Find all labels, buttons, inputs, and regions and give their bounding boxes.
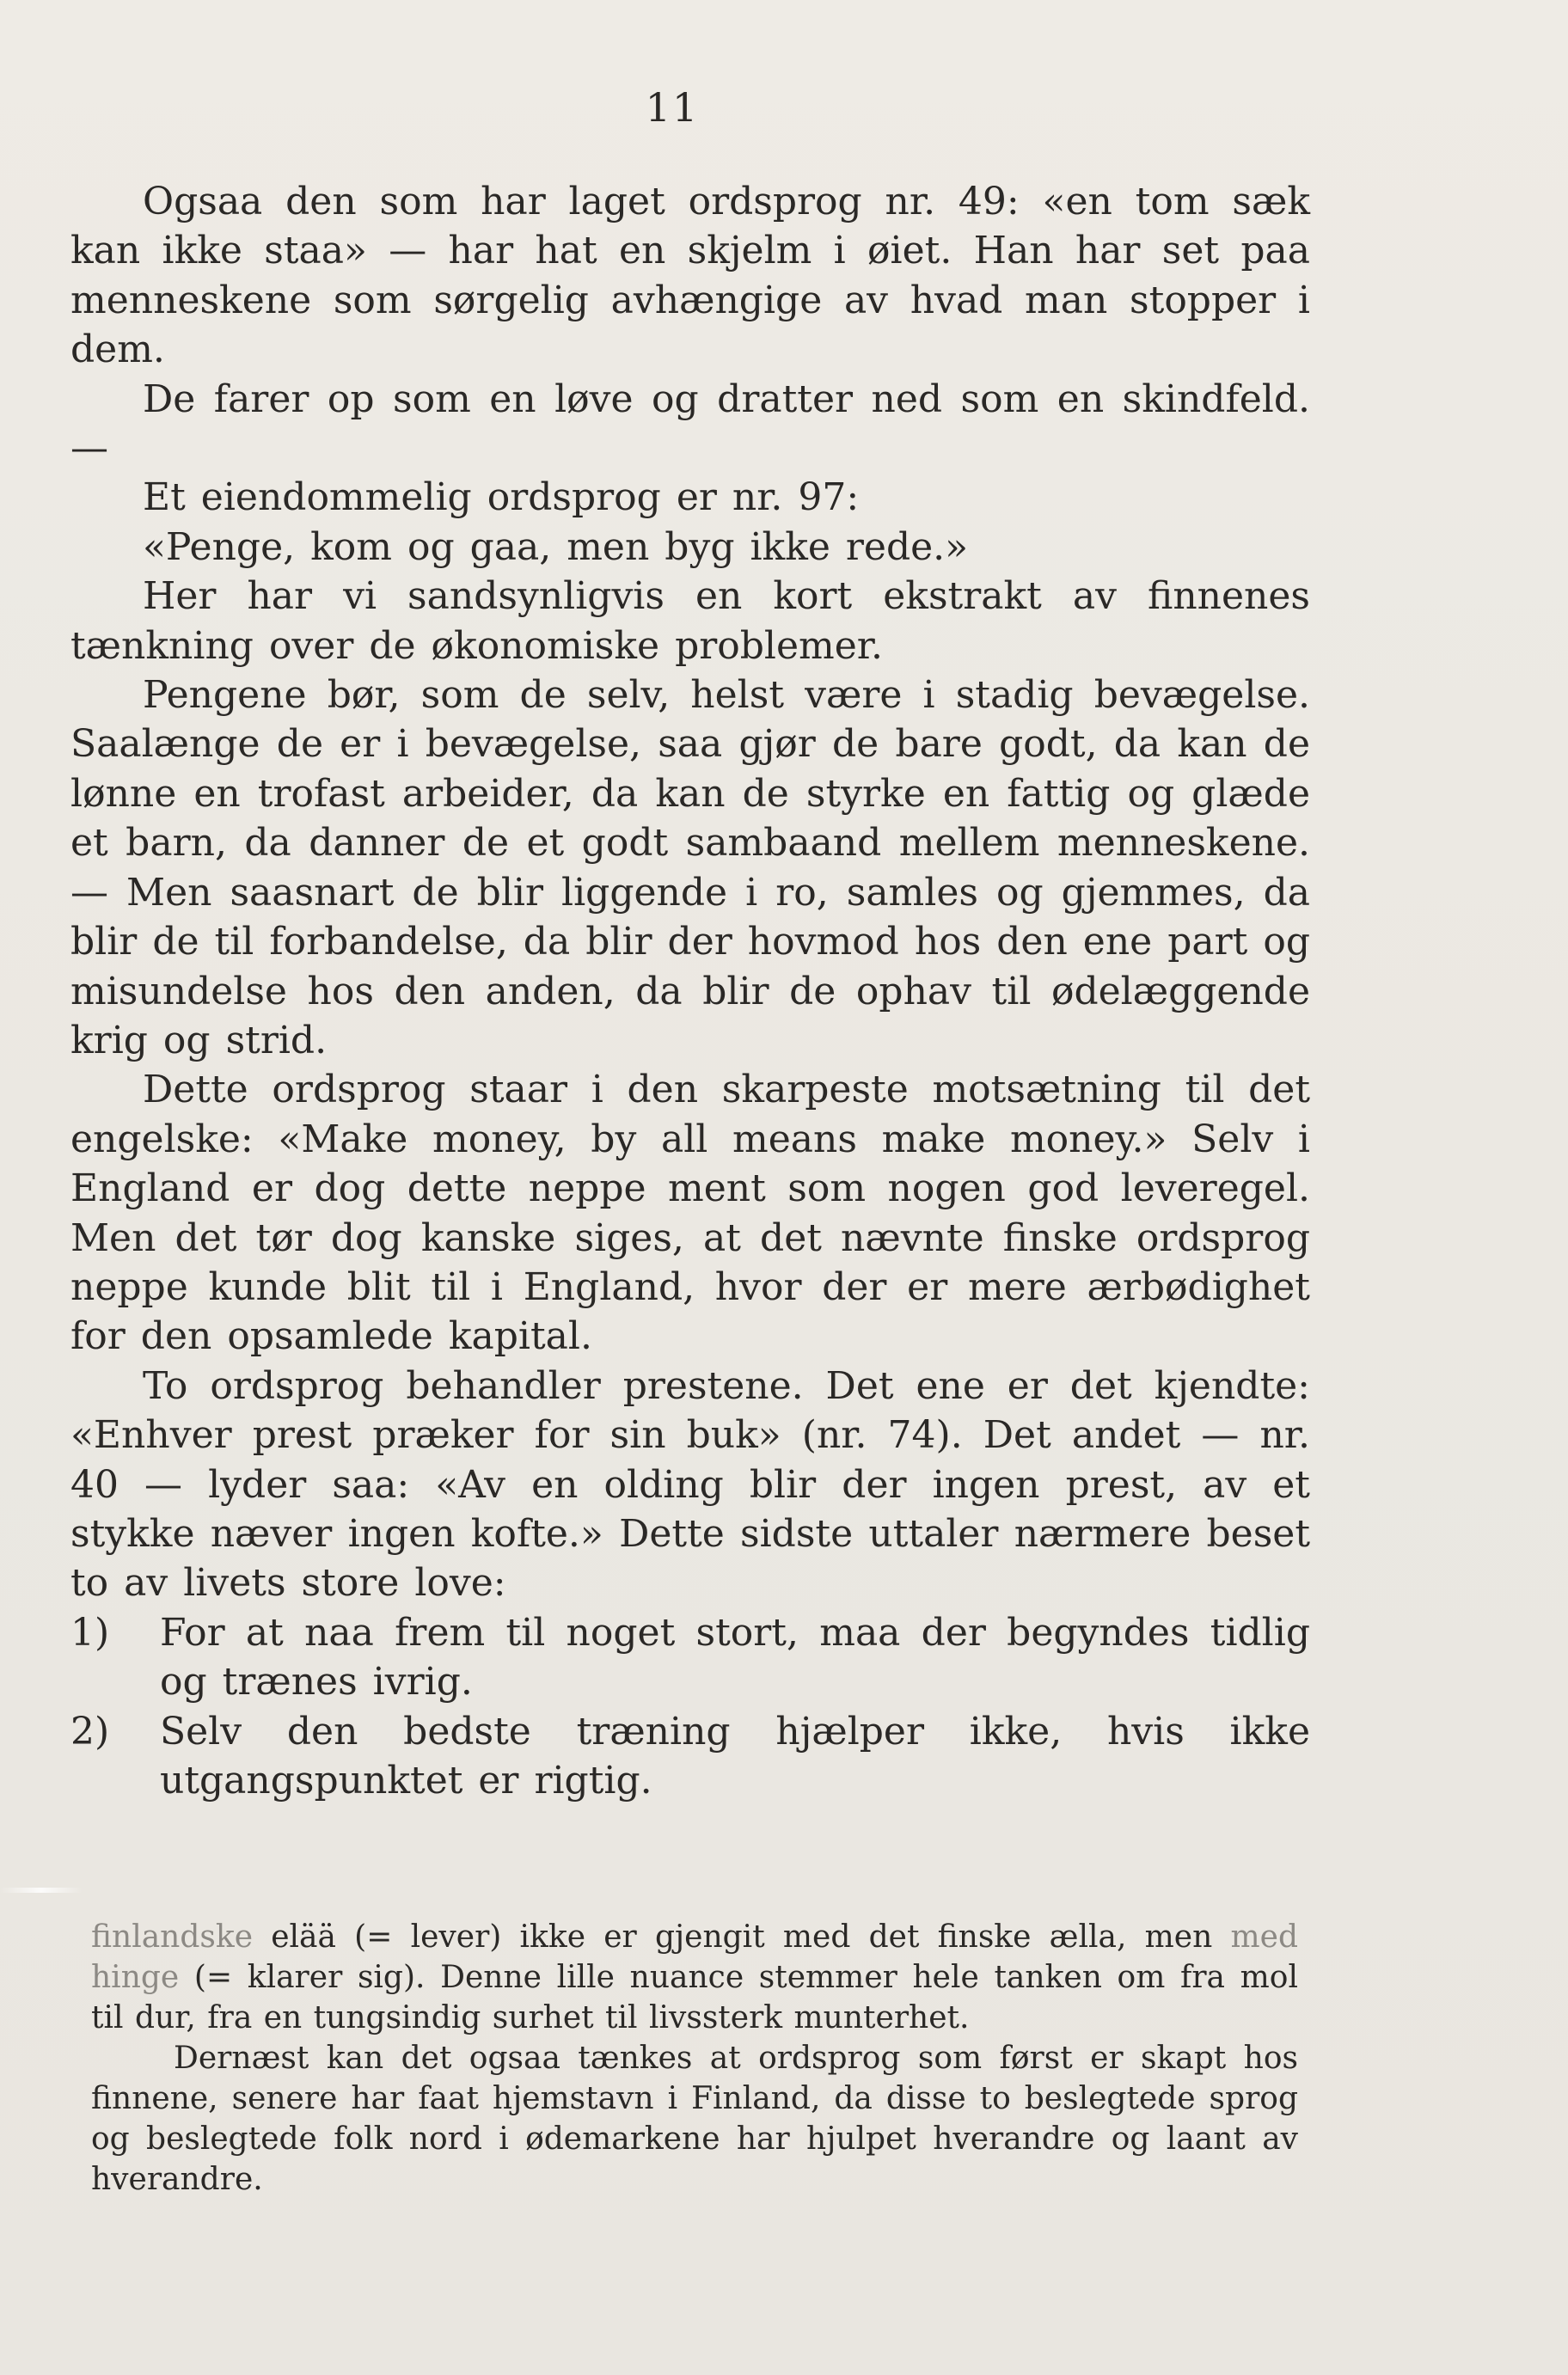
footnote-text: elää (= lever) ikke er gjengit med det finske ælla, men bbox=[253, 1919, 1213, 1955]
list-item-number: 2) bbox=[70, 1709, 110, 1754]
footnote-continuation bbox=[91, 1917, 1298, 2038]
margin-mark bbox=[0, 1888, 83, 1893]
footnote bbox=[91, 1917, 1298, 2200]
paragraph: To ordsprog behandler prestene. Det ene er det kjendte: «Enhver prest præker for sin buk» (nr. 74). Det andet — nr. 40 — lyder saa: «Av en olding blir der ingen prest, av et stykke næver ingen kofte.» Dette sidste uttaler nærmere beset to av livets store love: bbox=[70, 1363, 1310, 1606]
page-number: 11 bbox=[645, 84, 700, 131]
paragraph: Her har vi sandsynligvis en kort ekstrakt av finnenes tænkning over de økonomiske problemer. bbox=[70, 574, 1310, 668]
main-text bbox=[70, 177, 1310, 1805]
paragraph: Et eiendommelig ordsprog er nr. 97: bbox=[143, 475, 860, 520]
list-item-number: 1) bbox=[70, 1610, 110, 1655]
paragraph: Ogsaa den som har laget ordsprog nr. 49: «en tom sæk kan ikke staa» — har hat en skjelm i øiet. Han har set paa menneskene som sørgelig avhængige av hvad man stopper i dem. bbox=[70, 180, 1310, 372]
paragraph: Dette ordsprog staar i den skarpeste motsætning til det engelske: «Make money, by all means make money.» Selv i England er dog dette neppe ment som nogen god leveregel. Men det tør dog kanske siges, at det nævnte finske ordsprog neppe kunde blit til i England, hvor der er mere ærbødighet for den opsamlede kapital. bbox=[70, 1068, 1310, 1359]
footnote-paragraph: Dernæst kan det ogsaa tænkes at ordsprog som først er skapt hos finnene, senere har faat hjemstavn i Finland, da disse to beslegtede sprog og beslegtede folk nord i ødemarkene har hjulpet hverandre og laant av hverandre. bbox=[91, 2041, 1298, 2197]
paragraph: Pengene bør, som de selv, helst være i stadig bevægelse. Saalænge de er i bevægelse, saa gjør de bare godt, da kan de lønne en trofast arbeider, da kan de styrke en fattig og glæde et barn, da danner de et godt sambaand mellem menneskene. — Men saasnart de blir liggende i ro, samles og gjemmes, da blir de til forbandelse, da blir der hovmod hos den ene part og misundelse hos den anden, da blir de ophav til ødelæggende krig og strid. bbox=[70, 673, 1310, 1062]
quoted-proverb: «Penge, kom og gaa, men byg ikke rede.» bbox=[143, 524, 969, 569]
list-item-text: Selv den bedste træning hjælper ikke, hvis ikke utgangspunktet er rigtig. bbox=[160, 1709, 1310, 1803]
faded-text: med hinge bbox=[91, 1919, 1298, 1995]
faded-text: finlandske bbox=[91, 1919, 253, 1955]
footnote-text: (= klarer sig). Denne lille nuance stemmer hele tanken om fra mol til dur, fra en tungsindig surhet til livssterk munterhet. bbox=[91, 1960, 1298, 2035]
list-item bbox=[70, 1608, 1310, 1707]
numbered-list bbox=[70, 1608, 1310, 1806]
list-item bbox=[70, 1707, 1310, 1806]
paragraph: De farer op som en løve og dratter ned som en skindfeld. — bbox=[70, 376, 1310, 471]
list-item-text: For at naa frem til noget stort, maa der begyndes tidlig og trænes ivrig. bbox=[160, 1610, 1310, 1705]
